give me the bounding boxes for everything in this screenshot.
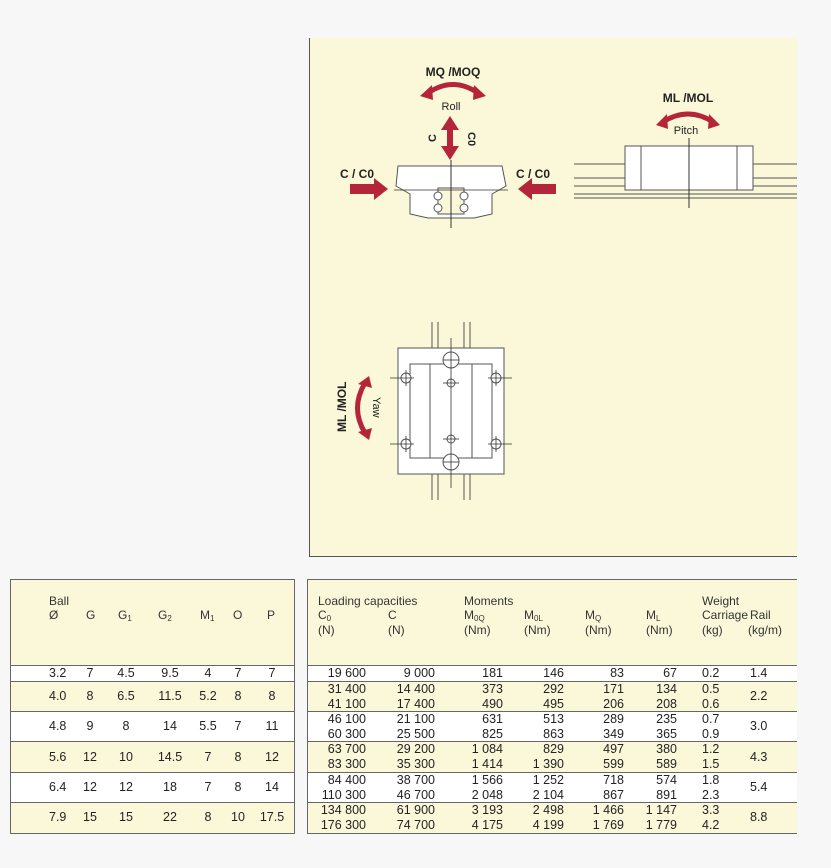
cell-g: 7: [86, 666, 94, 680]
cell-mq: 867: [603, 788, 624, 802]
cell-c0: 134 800: [320, 803, 366, 817]
cell-m0q: 2 048: [471, 788, 503, 802]
cell-c0: 176 300: [320, 818, 366, 832]
cell-m0l: 4 199: [532, 818, 564, 832]
cell-m1: 7: [204, 749, 212, 764]
cell-c: 17 400: [396, 697, 435, 711]
cell-ball: 4.8: [49, 719, 67, 733]
cell-ball: 7.9: [49, 810, 67, 824]
col-header-ball: Ø: [49, 608, 59, 622]
cell-rail-weight: 1.4: [750, 666, 768, 680]
cell-mq: 289: [603, 712, 624, 726]
cell-m0l: 495: [543, 697, 564, 711]
cell-mq: 1 466: [592, 803, 624, 817]
cell-p: 7: [268, 666, 276, 680]
cell-g1: 4.5: [117, 666, 135, 680]
header-c-unit: (N): [388, 623, 405, 637]
cell-m0l: 863: [543, 727, 564, 741]
pitch-label: Pitch: [673, 125, 699, 137]
cell-rail-weight: 5.4: [750, 780, 768, 794]
row-divider: [11, 802, 294, 803]
load-diagram-panel: [309, 38, 797, 557]
cell-g: 8: [86, 689, 94, 703]
cell-ball: 4.0: [49, 689, 67, 703]
cell-ml: 365: [656, 727, 677, 741]
cell-carriage: 2.3: [702, 788, 720, 802]
cell-o: 8: [234, 689, 242, 703]
cell-g: 9: [86, 719, 94, 733]
header-rail: Rail: [750, 608, 771, 622]
cell-mq: 171: [603, 682, 624, 696]
cell-g2: 14.5: [157, 749, 183, 764]
cell-g1: 12: [119, 780, 133, 794]
cell-ml: 1 779: [645, 818, 677, 832]
cell-m0l: 513: [543, 712, 564, 726]
row-divider: [11, 711, 294, 712]
cell-c0: 63 700: [327, 742, 366, 756]
yaw-arrow: [358, 383, 366, 433]
cell-carriage: 3.3: [702, 803, 720, 817]
header-m0l-unit: (Nm): [524, 623, 551, 637]
capacity-table: [307, 579, 797, 834]
cell-carriage: 0.5: [702, 682, 720, 696]
cell-carriage: 1.8: [702, 773, 720, 787]
header-carriage-unit: (kg): [702, 623, 723, 637]
header-loading-capacities: Loading capacities: [318, 594, 418, 608]
header-m0q-unit: (Nm): [464, 623, 491, 637]
cell-p: 8: [268, 689, 276, 703]
cell-g1: 15: [119, 810, 133, 824]
row-divider: [11, 741, 294, 742]
cell-g: 12: [83, 780, 97, 794]
cell-carriage: 1.2: [702, 742, 720, 756]
cell-m1: 5.2: [199, 689, 217, 703]
cell-mq: 83: [610, 666, 624, 680]
cell-m0l: 2 104: [532, 788, 564, 802]
cell-c0: 31 400: [327, 682, 366, 696]
cell-m0l: 1 252: [532, 773, 564, 787]
header-weight: Weight: [702, 594, 740, 608]
cell-m0q: 631: [482, 712, 503, 726]
cell-p: 11: [265, 719, 279, 733]
cell-m0q: 490: [482, 697, 503, 711]
cell-mq: 497: [603, 742, 624, 756]
header-moments: Moments: [464, 594, 514, 608]
force-right-label: C / C0: [516, 167, 551, 181]
cell-ml: 380: [656, 742, 677, 756]
cell-g: 12: [83, 749, 97, 764]
col-header-g: G: [86, 608, 96, 622]
cell-g1: 8: [122, 719, 130, 733]
col-header-o: O: [233, 608, 243, 622]
cell-mq: 206: [603, 697, 624, 711]
cell-mq: 349: [603, 727, 624, 741]
cell-c: 25 500: [396, 727, 435, 741]
cell-c0: 84 400: [327, 773, 366, 787]
col-header-g1: $G_1$: [118, 608, 132, 623]
cell-g2: 22: [163, 810, 177, 824]
row-divider: [11, 772, 294, 773]
cell-c: 21 100: [396, 712, 435, 726]
cell-ml: 574: [656, 773, 677, 787]
cell-m0q: 825: [482, 727, 503, 741]
header-mq: $M_Q$: [585, 608, 602, 623]
roll-arrow: [428, 85, 478, 94]
cell-o: 7: [234, 719, 242, 733]
cell-mq: 1 769: [592, 818, 624, 832]
cell-c0: 46 100: [327, 712, 366, 726]
cell-c: 9 000: [403, 666, 435, 680]
cell-rail-weight: 8.8: [750, 810, 768, 824]
roll-moment-label: MQ /MOQ: [425, 65, 481, 79]
pitch-moment-label: ML /MOL: [662, 91, 714, 105]
cell-m0q: 1 566: [471, 773, 503, 787]
cell-mq: 599: [603, 757, 624, 771]
cell-m0q: 373: [482, 682, 503, 696]
force-left-label: C / C0: [340, 167, 375, 181]
cell-mq: 718: [603, 773, 624, 787]
roll-label: Roll: [441, 101, 461, 113]
cell-g2: 9.5: [161, 666, 179, 680]
left-load-arrow: [350, 178, 388, 200]
cell-m0l: 1 390: [532, 757, 564, 771]
cell-m1: 8: [204, 810, 212, 824]
header-carriage: Carriage: [702, 608, 749, 622]
cell-m1: 4: [204, 666, 212, 680]
cell-c: 38 700: [396, 773, 435, 787]
cell-c: 29 200: [396, 742, 435, 756]
col-header-p: P: [267, 608, 276, 622]
cell-c: 46 700: [396, 788, 435, 802]
header-ml: $M_L$: [646, 608, 661, 623]
row-divider: [11, 681, 294, 682]
cell-ml: 589: [656, 757, 677, 771]
header-m0l: $M_{0L}$: [524, 608, 543, 623]
cell-ball: 5.6: [49, 749, 67, 764]
cell-g: 15: [83, 810, 97, 824]
col-header-m1: $M_1$: [200, 608, 215, 623]
cell-c0: 19 600: [327, 666, 366, 680]
vertical-c-label: C: [427, 134, 439, 142]
header-c0-unit: (N): [318, 623, 335, 637]
cell-rail-weight: 2.2: [750, 689, 768, 703]
col-header-ball-top: Ball: [49, 594, 70, 608]
cell-p: 17.5: [259, 810, 285, 824]
cell-m0q: 1 414: [471, 757, 503, 771]
vertical-load-arrow: [441, 116, 459, 160]
cell-c: 35 300: [396, 757, 435, 771]
cell-m0l: 146: [543, 666, 564, 680]
dimension-table: [10, 579, 295, 834]
cell-rail-weight: 4.3: [750, 749, 768, 764]
cell-p: 14: [265, 780, 279, 794]
header-m0q: $M_{0Q}$: [464, 608, 485, 623]
cell-ml: 67: [663, 666, 677, 680]
cell-m0q: 3 193: [471, 803, 503, 817]
cell-carriage: 0.2: [702, 666, 720, 680]
cell-ball: 6.4: [49, 780, 67, 794]
cell-c0: 110 300: [321, 788, 366, 802]
cell-g2: 18: [163, 780, 177, 794]
cell-c: 74 700: [396, 818, 435, 832]
cell-ball: 3.2: [49, 666, 67, 680]
cell-ml: 891: [656, 788, 677, 802]
vertical-c0-label: C0: [465, 132, 477, 147]
cell-carriage: 0.7: [702, 712, 720, 726]
header-c0: $C_0$: [318, 608, 332, 623]
cell-carriage: 1.5: [702, 757, 720, 771]
cell-g1: 6.5: [117, 689, 135, 703]
cell-c0: 41 100: [327, 697, 366, 711]
cell-carriage: 0.9: [702, 727, 720, 741]
cell-o: 10: [231, 810, 245, 824]
cell-ml: 235: [656, 712, 677, 726]
pitch-arrow: [663, 114, 713, 122]
header-rail-unit: (kg/m): [748, 623, 782, 637]
cell-c: 14 400: [396, 682, 435, 696]
header-ml-unit: (Nm): [646, 623, 673, 637]
cell-rail-weight: 3.0: [750, 719, 768, 733]
cell-carriage: 4.2: [702, 818, 720, 832]
header-mq-unit: (Nm): [585, 623, 612, 637]
cell-c0: 60 300: [327, 727, 366, 741]
cell-m0q: 181: [482, 666, 503, 680]
cell-ml: 134: [656, 682, 677, 696]
cell-m1: 5.5: [199, 719, 217, 733]
cell-o: 7: [234, 666, 242, 680]
cell-g2: 11.5: [158, 689, 182, 703]
yaw-moment-label: ML /MOL: [335, 381, 349, 432]
cell-o: 8: [234, 749, 242, 764]
cell-c: 61 900: [396, 803, 435, 817]
cell-g1: 10: [119, 749, 133, 764]
load-diagram: [310, 38, 797, 556]
cell-m0l: 292: [543, 682, 564, 696]
cell-ml: 1 147: [645, 803, 677, 817]
cell-m1: 7: [204, 780, 212, 794]
col-header-g2: $G_2$: [158, 608, 172, 623]
cell-g2: 14: [163, 719, 177, 733]
cell-m0l: 829: [543, 742, 564, 756]
cell-m0q: 1 084: [471, 742, 503, 756]
cell-m0l: 2 498: [532, 803, 564, 817]
cell-c0: 83 300: [327, 757, 366, 771]
right-load-arrow: [518, 178, 556, 200]
cell-p: 12: [265, 749, 279, 764]
cell-o: 8: [234, 780, 242, 794]
cell-carriage: 0.6: [702, 697, 720, 711]
rail-side-view: [574, 146, 797, 198]
cell-m0q: 4 175: [471, 818, 503, 832]
yaw-label: Yaw: [370, 397, 382, 418]
cell-ml: 208: [656, 697, 677, 711]
header-c: C: [388, 608, 397, 622]
